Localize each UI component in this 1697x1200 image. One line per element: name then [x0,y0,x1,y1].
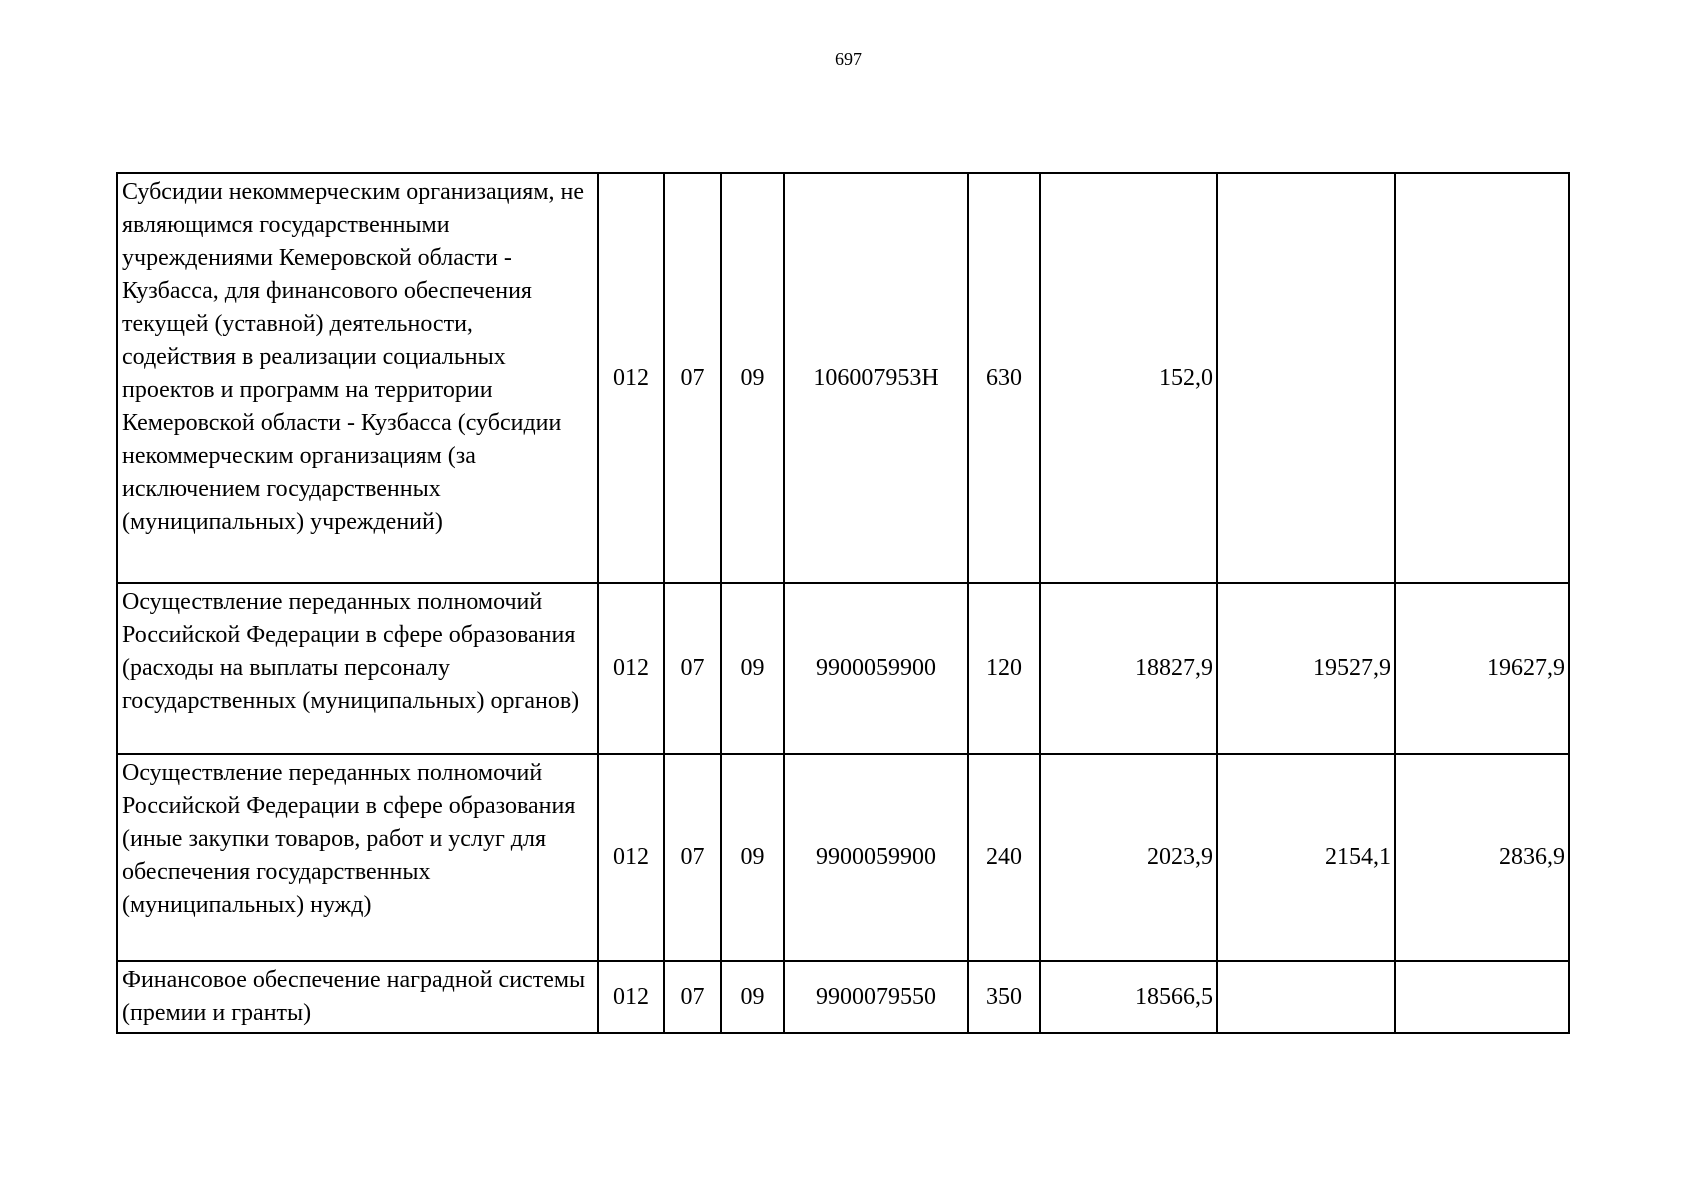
amount-year-1: 2023,9 [1040,754,1217,961]
section-code: 07 [664,173,721,583]
row-description: Осуществление переданных полномочий Российской Федерации в сфере образования (расходы на выплаты персоналу государственных (муниципальных) органов) [117,583,598,754]
row-description: Осуществление переданных полномочий Российской Федерации в сфере образования (иные закупки товаров, работ и услуг для обеспечения государственных (муниципальных) нужд) [117,754,598,961]
row-description: Финансовое обеспечение наградной системы (премии и гранты) [117,961,598,1033]
section-code: 07 [664,754,721,961]
ministry-code: 012 [598,583,664,754]
amount-year-1: 152,0 [1040,173,1217,583]
page-number: 697 [835,49,862,69]
amount-year-2: 19527,9 [1217,583,1395,754]
amount-year-2: 2154,1 [1217,754,1395,961]
ministry-code: 012 [598,173,664,583]
table-row [117,583,1569,754]
subsection-code: 09 [721,583,784,754]
section-code: 07 [664,583,721,754]
expense-type-code: 350 [968,961,1040,1033]
expense-type-code: 630 [968,173,1040,583]
budget-table [116,172,1570,1034]
ministry-code: 012 [598,754,664,961]
amount-year-2 [1217,961,1395,1033]
target-article-code: 9900079550 [784,961,968,1033]
amount-year-3: 2836,9 [1395,754,1569,961]
amount-year-2 [1217,173,1395,583]
amount-year-1: 18827,9 [1040,583,1217,754]
table-row [117,961,1569,1033]
table-row [117,173,1569,583]
table-row [117,754,1569,961]
amount-year-3 [1395,173,1569,583]
target-article-code: 106007953Н [784,173,968,583]
subsection-code: 09 [721,173,784,583]
ministry-code: 012 [598,961,664,1033]
subsection-code: 09 [721,961,784,1033]
expense-type-code: 240 [968,754,1040,961]
subsection-code: 09 [721,754,784,961]
amount-year-3: 19627,9 [1395,583,1569,754]
target-article-code: 9900059900 [784,583,968,754]
amount-year-3 [1395,961,1569,1033]
amount-year-1: 18566,5 [1040,961,1217,1033]
target-article-code: 9900059900 [784,754,968,961]
section-code: 07 [664,961,721,1033]
row-description: Субсидии некоммерческим организациям, не являющимся государственными учреждениями Кемеровской области - Кузбасса, для финансового обеспечения текущей (уставной) деятельности, содействия в реализации социальных проектов и программ на территории Кемеровской области - Кузбасса (субсидии некоммерческим организациям (за исключением государственных (муниципальных) учреждений) [117,173,598,583]
expense-type-code: 120 [968,583,1040,754]
